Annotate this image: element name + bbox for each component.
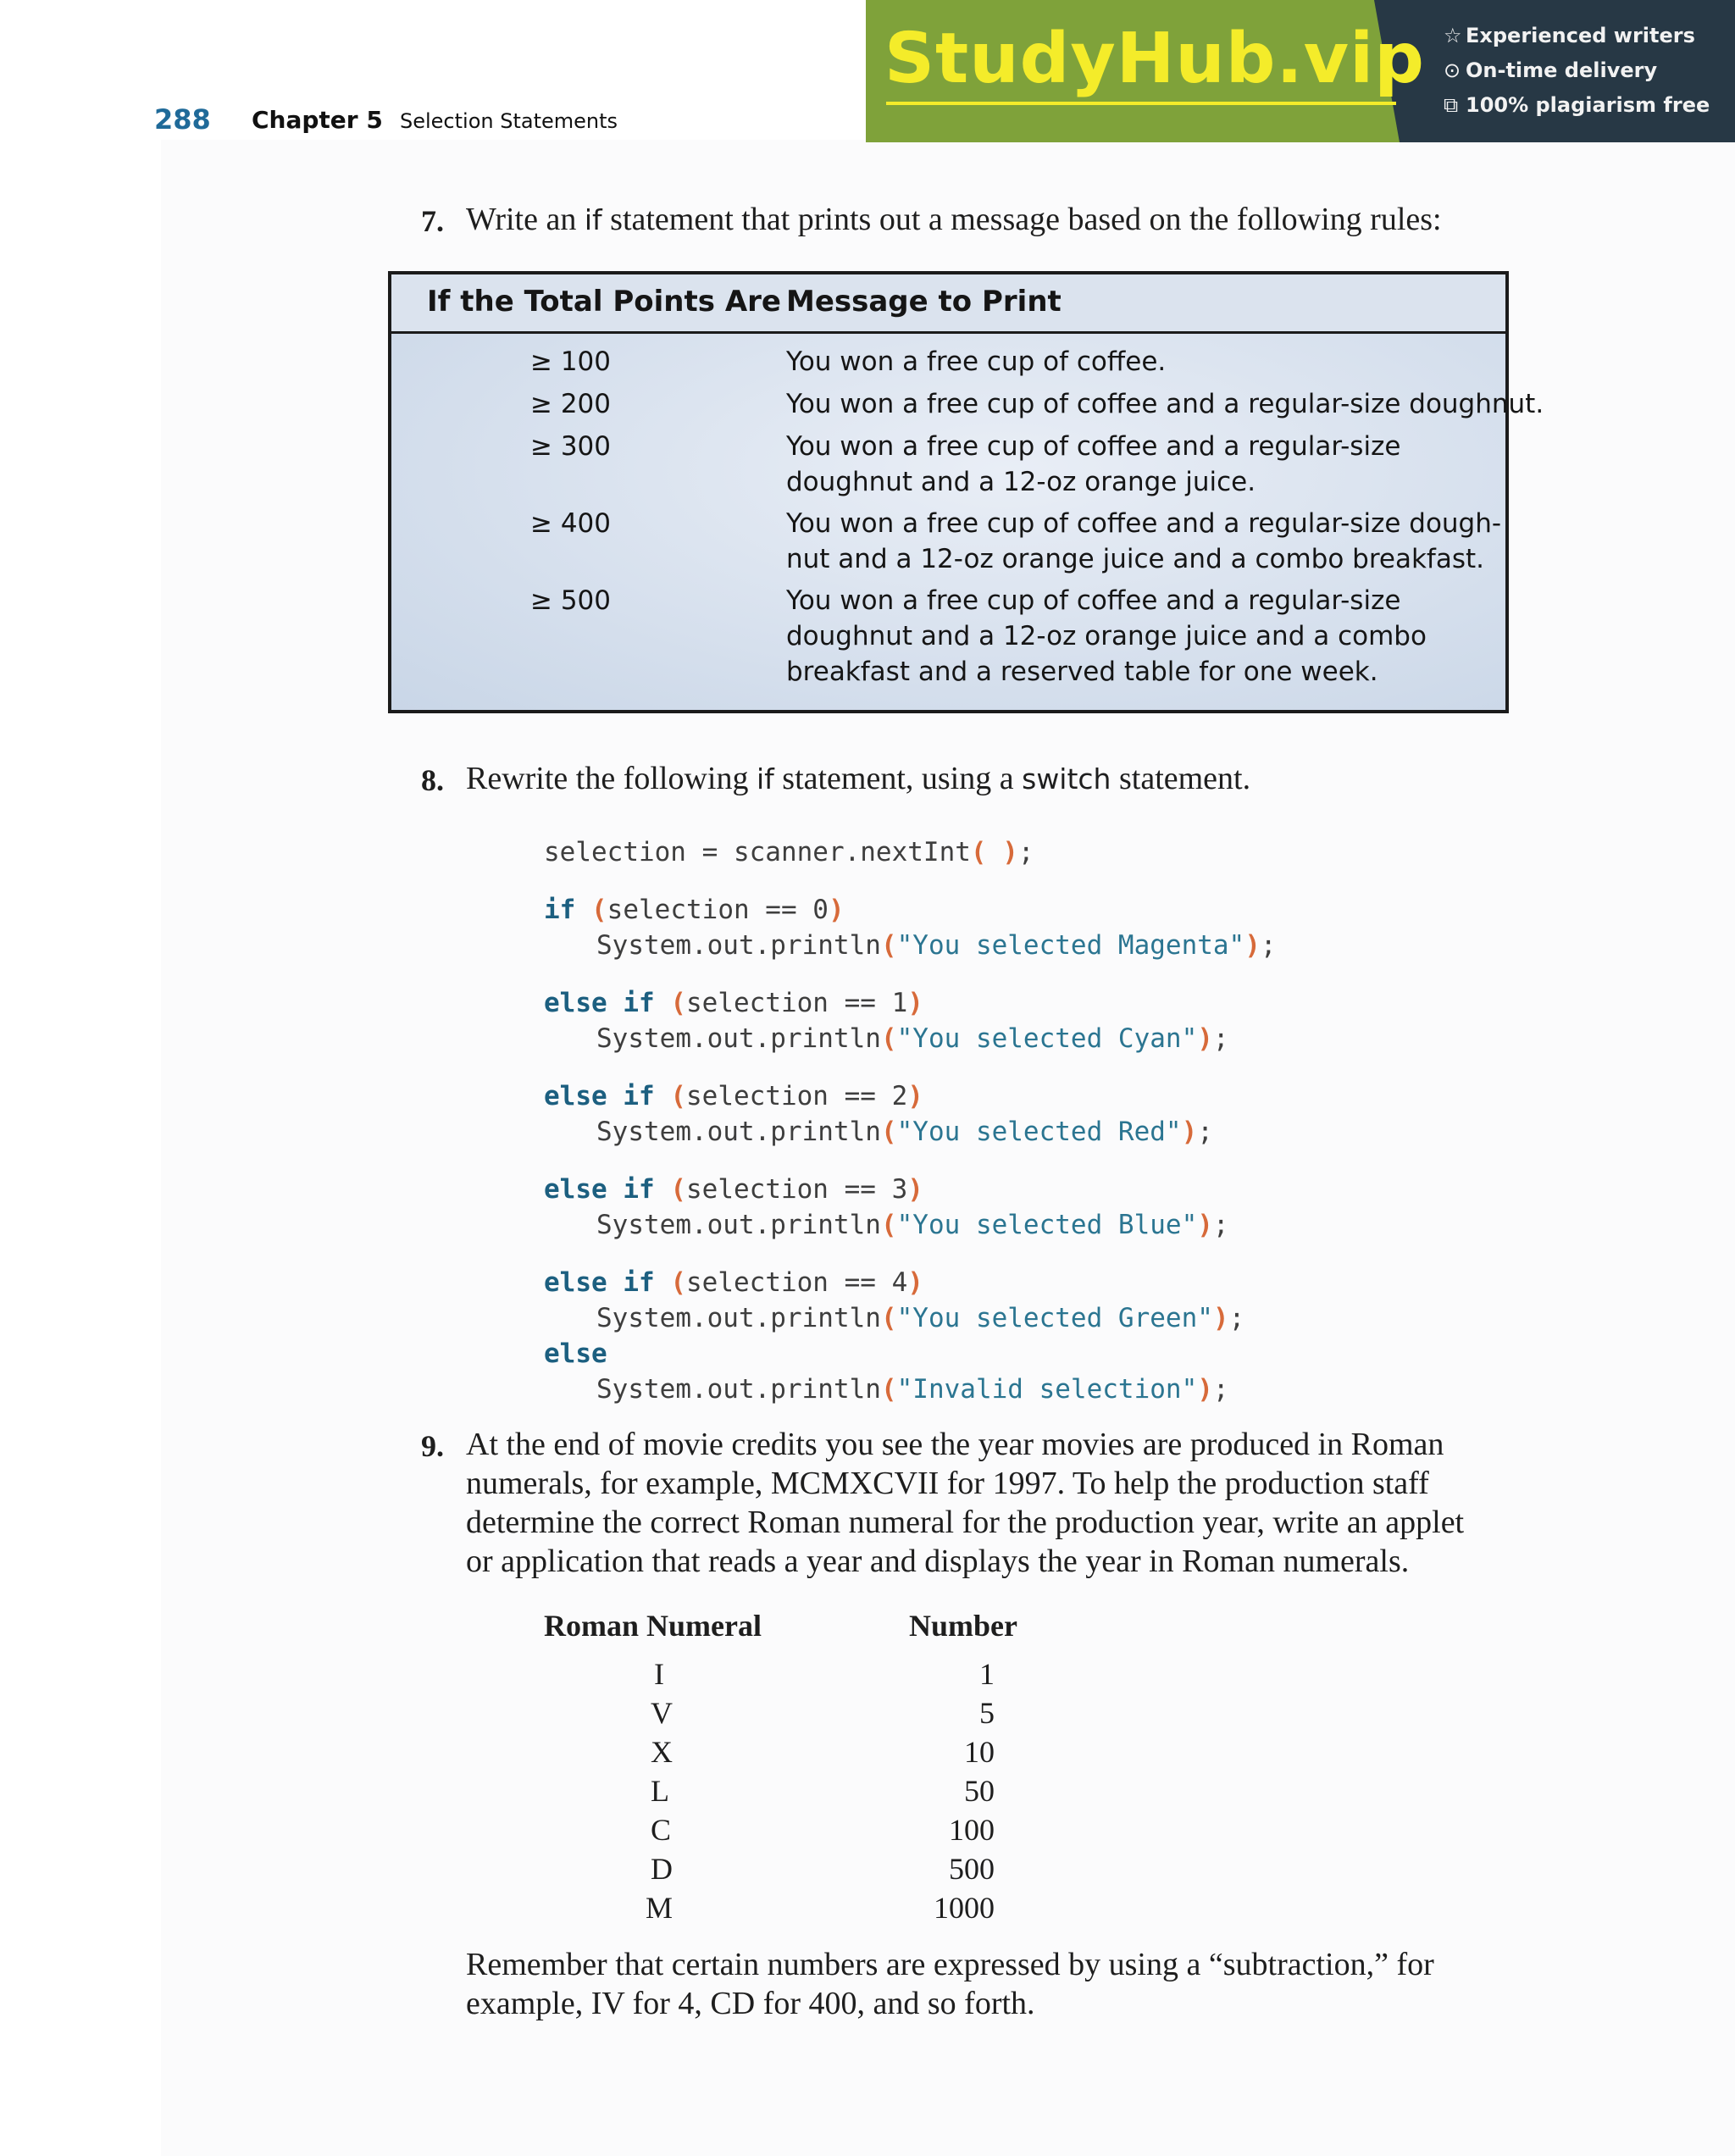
rules-table [388,271,1544,713]
question-9-line: At the end of movie credits you see the year movies are produced in Roman [466,1427,1444,1462]
closing-line: example, IV for 4, CD for 400, and so forth. [466,1986,1035,2021]
question-8-text [466,759,1250,799]
code-punct: ( [670,1174,686,1205]
code-string: "Invalid selection" [896,1374,1198,1405]
roman-cell: C [651,1813,672,1847]
code-punct: ( [880,1303,897,1333]
code-line [544,1338,607,1369]
code-keyword: else if [544,1267,655,1298]
number-cell: 100 [949,1813,995,1847]
copy-icon: ⧉ [1444,93,1459,117]
text: statement that prints out a message based on the following rules: [601,202,1442,237]
closing-line: Remember that certain numbers are expressed by using a “subtraction,” for [466,1947,1434,1982]
ad-banner[interactable] [866,0,1735,142]
question-number: 7. [421,204,444,238]
code-punct: ( [670,988,686,1018]
code-text: System.out.println [596,1023,881,1054]
code-punct: ( [880,1117,897,1147]
code-punct: ( [880,1210,897,1240]
star-icon: ☆ [1444,24,1462,47]
code-punct: ) [907,1267,923,1298]
number-cell: 10 [964,1735,995,1769]
code-text: selection == 0 [607,895,829,925]
feature-on-time-delivery [1444,58,1657,82]
question-number: 8. [421,763,444,797]
code-line [544,1267,923,1298]
column-header-number: Number [909,1609,1017,1643]
code-text: System.out.println [596,1210,881,1240]
number-cell: 1000 [934,1891,995,1925]
code-line: System.out.println("You selected Green"); [596,1303,1245,1333]
inline-code: if [756,762,774,795]
code-string: "You selected Green" [896,1303,1213,1333]
column-header-points: If the Total Points Are [427,285,781,319]
message-cell: You won a free cup of coffee. [786,346,1167,377]
code-keyword: else if [544,1081,655,1111]
code-punct: ) [907,1174,923,1205]
code-line: System.out.println("Invalid selection"); [596,1374,1229,1405]
points-cell: ≥ 400 [530,508,611,539]
code-text: selection == 2 [686,1081,908,1111]
message-cell: You won a free cup of coffee and a regular-size [786,431,1401,462]
number-cell: 5 [979,1696,995,1730]
text: Write an [466,202,585,237]
code-punct: ( [880,1374,897,1405]
code-text: System.out.println [596,1117,881,1147]
code-string: "You selected Blue" [896,1210,1198,1240]
number-cell: 1 [979,1657,995,1691]
code-punct: ( [670,1081,686,1111]
code-line [544,1081,923,1111]
chapter-title: Selection Statements [400,109,618,133]
code-string: "You selected Red" [896,1117,1182,1147]
rules-table-header [391,274,1505,334]
code-line: System.out.println("You selected Magenta"); [596,930,1277,961]
text: Rewrite the following [466,761,757,796]
column-header-message: Message to Print [786,285,1062,319]
code-punct: ( ) [970,837,1018,867]
number-cell: 500 [949,1852,995,1886]
question-9-line: numerals, for example, MCMXCVII for 1997. To help the production staff [466,1466,1429,1501]
brand-underline [886,102,1396,105]
code-keyword: else [544,1338,607,1369]
text: statement, using a [773,761,1023,796]
message-cell: You won a free cup of coffee and a regular-size dough- [786,508,1502,539]
question-7-text [466,200,1442,240]
code-line [544,1174,923,1205]
code-string: "You selected Magenta" [896,930,1245,961]
code-line [544,988,923,1018]
code-punct: ( [591,895,607,925]
roman-cell: V [651,1696,673,1730]
code-line: System.out.println("You selected Cyan"); [596,1023,1229,1054]
code-text: selection == 4 [686,1267,908,1298]
code-punct: ( [670,1267,686,1298]
points-cell: ≥ 200 [530,389,611,419]
message-cell: nut and a 12-oz orange juice and a combo breakfast. [786,544,1484,574]
roman-cell: M [646,1891,673,1925]
code-string: "You selected Cyan" [896,1023,1198,1054]
clock-icon: ⊙ [1444,58,1461,82]
feature-plagiarism-free [1444,93,1710,117]
text: statement. [1111,761,1251,796]
message-cell: You won a free cup of coffee and a regular-size [786,585,1401,616]
code-punct: ) [1197,1210,1213,1240]
number-cell: 50 [964,1774,995,1808]
message-cell: doughnut and a 12-oz orange juice and a combo [786,621,1427,651]
brand-logo[interactable]: StudyHub.vip [884,19,1425,99]
code-punct: ) [1244,930,1261,961]
code-text: System.out.println [596,1303,881,1333]
code-text: System.out.println [596,930,881,961]
code-punct: ) [1181,1117,1198,1147]
code-line: selection = scanner.nextInt( ); [544,837,1034,867]
code-punct: ( [880,1023,897,1054]
roman-cell: L [651,1774,669,1808]
chapter-label: Chapter 5 [252,106,383,134]
code-keyword: else if [544,1174,655,1205]
message-cell: doughnut and a 12-oz orange juice. [786,467,1256,497]
code-punct: ) [1212,1303,1229,1333]
feature-text: 100% plagiarism free [1466,93,1710,117]
code-text: selection == 1 [686,988,908,1018]
points-cell: ≥ 300 [530,431,611,462]
inline-code: switch [1022,762,1111,795]
message-cell: breakfast and a reserved table for one week. [786,657,1378,687]
code-punct: ) [828,895,845,925]
code-keyword: else if [544,988,655,1018]
feature-experienced-writers [1444,24,1695,47]
code-line: System.out.println("You selected Red"); [596,1117,1213,1147]
question-number: 9. [421,1429,444,1463]
points-cell: ≥ 100 [530,346,611,377]
code-punct: ) [1197,1374,1213,1405]
roman-cell: X [651,1735,673,1769]
feature-text: Experienced writers [1466,24,1695,47]
page-number: 288 [154,103,211,136]
question-9-line: or application that reads a year and displays the year in Roman numerals. [466,1544,1410,1579]
code-punct: ) [907,988,923,1018]
points-cell: ≥ 500 [530,585,611,616]
inline-code: if [584,203,602,236]
code-punct: ) [907,1081,923,1111]
code-text: selection = scanner.nextInt [544,837,971,867]
code-punct: ) [1197,1023,1213,1054]
column-header-roman: Roman Numeral [544,1609,762,1643]
feature-text: On-time delivery [1466,58,1658,82]
code-punct: ( [880,930,897,961]
roman-cell: I [654,1657,664,1691]
code-line [544,895,845,925]
question-9-line: determine the correct Roman numeral for the production year, write an applet [466,1505,1465,1540]
code-text: selection == 3 [686,1174,908,1205]
code-text: System.out.println [596,1374,881,1405]
code-keyword: if [544,895,576,925]
code-line: System.out.println("You selected Blue"); [596,1210,1229,1240]
message-cell: You won a free cup of coffee and a regular-size doughnut. [786,389,1544,419]
roman-cell: D [651,1852,673,1886]
